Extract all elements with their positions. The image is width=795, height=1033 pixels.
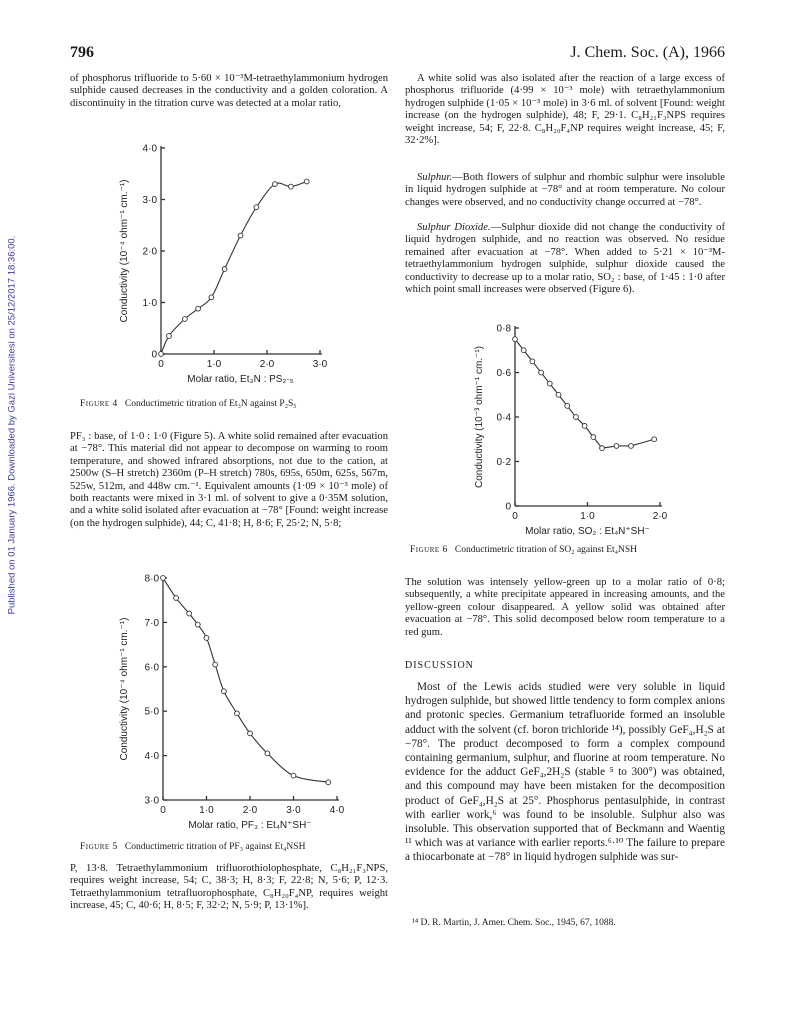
x-tick-label: 0: [512, 511, 518, 522]
x-axis-label: Molar ratio, SO₂ : Et₄N⁺SH⁻: [525, 526, 650, 537]
data-point: [159, 352, 164, 357]
y-tick-label: 8·0: [144, 573, 159, 585]
right-paragraph-2: Sulphur.—Both flowers of sulphur and rhombic sulphur were insoluble in liquid hydrogen sulphide at −78° and at room temperature. No colour changes were observed, and no conductivity change occurred at −78°.: [405, 172, 725, 208]
data-curve: [163, 578, 328, 782]
x-tick-label: 2·0: [652, 511, 668, 522]
data-point: [235, 711, 240, 716]
x-tick-label: 2·0: [259, 359, 275, 370]
figure-5-text: Conductimetric titration of PF₃ against Et₄NSH: [124, 842, 306, 852]
data-point: [265, 751, 270, 756]
discussion-heading: DISCUSSION: [405, 660, 474, 671]
y-axis-label: Conductivity (10⁻³ ohm⁻¹ cm.⁻¹): [474, 346, 485, 488]
data-point: [187, 611, 192, 616]
data-point: [182, 317, 187, 322]
data-point: [213, 662, 218, 667]
y-tick-label: 0: [505, 501, 511, 513]
publication-sidebar-text[interactable]: Published on 01 January 1966. Downloaded by Gazi Universitesi on 25/12/2017 18:36:00.: [6, 235, 18, 615]
figure-4-label: Figure 4: [80, 399, 118, 409]
y-tick-label: 3·0: [142, 195, 157, 206]
right-paragraph-4: The solution was intensely yellow-green up to a molar ratio of 0·8; subsequently, a white precipitate appeared in increasing amounts, and the yellow-green colour disappeared. A yellow solid was obtained after evacuation at −78°. This solid decomposed below room temperature to a red gum.: [405, 577, 725, 638]
figure-5-caption: [80, 842, 305, 852]
data-point: [273, 182, 278, 187]
data-point: [196, 306, 201, 311]
sulphur-dioxide-heading: Sulphur Dioxide.: [417, 222, 491, 233]
data-point: [574, 415, 579, 420]
y-tick-label: 0·8: [496, 323, 511, 335]
data-point: [174, 596, 179, 601]
right-paragraph-1: A white solid was also isolated after the reaction of a large excess of phosphorus trifluoride (4·99 × 10⁻³ mole) with tetraethylammonium hydrogen sulphide (1·05 × 10⁻³ mole) in 3·6 ml. of solvent [Found: weight increase (on the hydrogen sulphide), 48; F, 29·1. C₈H₂₁F₃NPS requires weight increase, 54; F, 22·8. C₈H₂₀F₄NP requires weight increase, 45; F, 32·2%].: [405, 73, 725, 147]
data-point: [582, 424, 587, 429]
data-point: [521, 348, 526, 353]
figure-6-label: Figure 6: [410, 545, 448, 555]
x-tick-label: 0: [158, 359, 164, 370]
figure-4-caption: [80, 399, 297, 409]
data-point: [547, 381, 552, 386]
data-point: [591, 435, 596, 440]
x-axis-label: Molar ratio, Et₃N : PS₂·₅: [187, 374, 294, 385]
data-point: [248, 731, 253, 736]
data-point: [254, 205, 259, 210]
y-tick-label: 4·0: [144, 751, 159, 763]
figure-4-chart: [115, 138, 345, 388]
data-point: [652, 437, 657, 442]
data-point: [161, 576, 166, 581]
y-tick-label: 3·0: [144, 795, 159, 807]
x-tick-label: 1·0: [580, 511, 595, 522]
data-point: [167, 334, 172, 339]
footnote-14: ¹⁴ D. R. Martin, J. Amer. Chem. Soc., 1945, 67, 1088.: [412, 918, 616, 928]
left-paragraph-2: PF₃ : base, of 1·0 : 1·0 (Figure 5). A white solid remained after evacuation at −78°. This material did not appear to decompose on warming to room temperature, and showed infrared absorptions, not due to the cation, at 2500w (S–H stretch) 2360m (P–H stretch) 780s, 695s, 650m, 625s, 567m, 525w, 512m, and 448w cm.⁻¹. Equivalent amounts (1·09 × 10⁻³ mole) of both reactants were mixed in 3·1 ml. of solvent to give a 0·35M solution, and a white solid isolated after evacuation at −78° [Found: weight increase (on the hydrogen sulphide), 44; C, 41·8; H, 8·6; F, 25·2; N, 5·8;: [70, 431, 388, 529]
y-axis-label: Conductivity (10⁻⁴ ohm⁻¹ cm.⁻¹): [119, 179, 130, 323]
y-tick-label: 0·4: [496, 412, 511, 424]
x-tick-label: 2·0: [242, 805, 258, 816]
y-tick-label: 6·0: [144, 662, 159, 674]
data-point: [513, 337, 518, 342]
y-axis-label: Conductivity (10⁻⁴ ohm⁻¹ cm.⁻¹): [119, 617, 130, 761]
x-tick-label: 3·0: [286, 805, 301, 816]
data-point: [629, 444, 634, 449]
y-tick-label: 4·0: [142, 143, 157, 155]
data-point: [614, 444, 619, 449]
data-point: [222, 689, 227, 694]
x-axis-label: Molar ratio, PF₃ : Et₄N⁺SH⁻: [188, 820, 312, 831]
x-tick-label: 1·0: [206, 359, 222, 370]
data-point: [326, 780, 331, 785]
figure-5-chart: [115, 568, 355, 833]
y-tick-label: 1·0: [142, 298, 157, 309]
sulphur-heading: Sulphur.: [417, 172, 453, 183]
page-number: 796: [70, 44, 94, 61]
figure-6-text: Conductimetric titration of SO₂ against Et₄NSH: [454, 545, 638, 555]
y-tick-label: 0·6: [496, 368, 511, 379]
y-tick-label: 2·0: [142, 246, 157, 258]
data-point: [539, 370, 544, 375]
x-tick-label: 0: [160, 805, 166, 816]
data-curve-rising: [602, 439, 654, 448]
data-point: [209, 295, 214, 300]
y-tick-label: 5·0: [144, 706, 159, 718]
data-point: [556, 392, 561, 397]
data-point: [291, 773, 296, 778]
data-point: [288, 184, 293, 189]
data-point: [204, 636, 209, 641]
data-point: [222, 267, 227, 272]
data-point: [565, 403, 570, 408]
data-point: [238, 233, 243, 238]
right-paragraph-3: Sulphur Dioxide.—Sulphur dioxide did not change the conductivity of liquid hydrogen sulphide, and no reaction was observed. No residue remained after evacuation at −78°. When added to 5·21 × 10⁻³M-tetraethylammonium hydrogen sulphide, sulphur dioxide caused the conductivity to decrease up to a molar ratio, SO₂ : base, of 1·45 : 1·0 after which point small increases were observed (Figure 6).: [405, 222, 725, 296]
journal-header: J. Chem. Soc. (A), 1966: [570, 44, 725, 61]
figure-6-caption: [410, 545, 637, 555]
figure-6-chart: [470, 318, 680, 538]
figure-5-label: Figure 5: [80, 842, 118, 852]
y-tick-label: 7·0: [144, 617, 159, 629]
data-point: [530, 359, 535, 364]
x-tick-label: 1·0: [199, 805, 214, 816]
discussion-paragraph: Most of the Lewis acids studied were very soluble in liquid hydrogen sulphide, but showed little tendency to form complex anions and protonic species. Germanium tetrafluoride formed an insoluble adduct with the solvent (cf. boron trichloride ¹⁴), possibly GeF₄,H₂S at −78°. The product decomposed to form a complex compound containing germanium, sulphur, and fluorine at room temperature. No evidence for the adduct GeF₄,2H₂S (stable ⁵ to 300°) was obtained, and this compound may have been mistaken for the decomposition product of GeF₄,H₂S at 25°. Phosphorus pentasulphide, in contrast with earlier work,⁶ was found to be insoluble. Sulphur also was insoluble. This observation supported that of Beckmann and Waentig ¹¹ which was at variance with earlier reports.⁶·¹⁰ The failure to prepare a thiocarbonate at −78° in liquid hydrogen sulphide was sur-: [405, 681, 725, 864]
left-paragraph-1: of phosphorus trifluoride to 5·60 × 10⁻³M-tetraethylammonium hydrogen sulphide caused decreases in the conductivity and a golden coloration. A discontinuity in the titration curve was detected at a molar ratio,: [70, 73, 388, 109]
data-point: [195, 622, 200, 627]
y-tick-label: 0·2: [496, 457, 511, 468]
left-paragraph-3: P, 13·8. Tetraethylammonium trifluorothiolophosphate, C₈H₂₁F₃NPS, requires weight increase, 54; C, 38·3; H, 8·3; F, 22·8; N, 5·6; P, 12·3. Tetraethylammonium tetrafluorophosphate, C₈H₂₀F₄NP, requires weight increase, 45; C, 40·6; H, 8·5; F, 32·2; N, 5·9; P, 13·1%].: [70, 863, 388, 912]
x-tick-label: 3·0: [312, 359, 328, 370]
y-tick-label: 0: [151, 349, 157, 361]
data-curve: [161, 181, 307, 354]
figure-4-text: Conductimetric titration of Et₃N against P₂S₅: [124, 399, 297, 409]
x-tick-label: 4·0: [329, 805, 345, 816]
data-point: [304, 179, 309, 184]
data-point: [600, 446, 605, 451]
publication-sidebar: [5, 200, 19, 650]
